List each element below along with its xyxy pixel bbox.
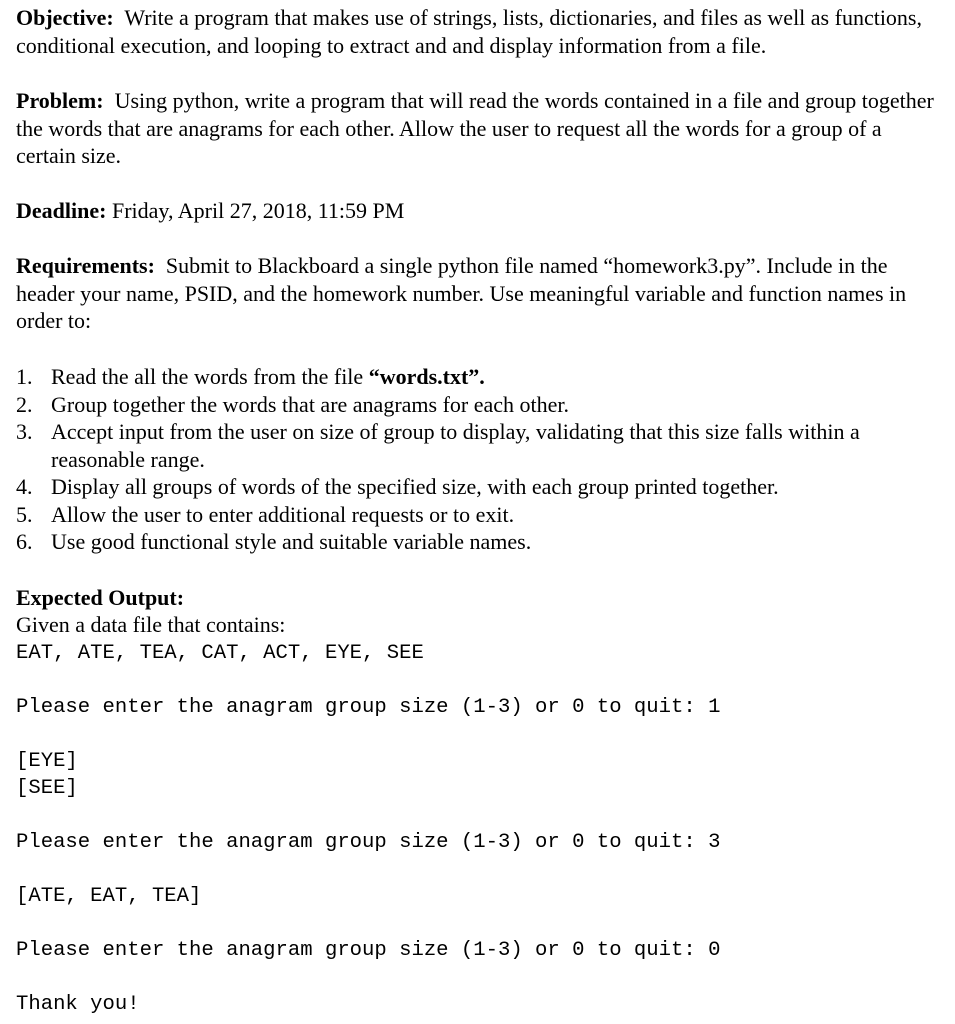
- problem-label: Problem:: [16, 88, 104, 113]
- requirements-label: Requirements:: [16, 253, 155, 278]
- list-item-text: Accept input from the user on size of group to display, validating that this size falls within a reasonable range.: [51, 419, 860, 472]
- list-number: 1.: [16, 364, 33, 389]
- list-item: [16, 418, 946, 473]
- list-number: 2.: [16, 391, 33, 417]
- list-number: 5.: [16, 501, 33, 527]
- list-item: [16, 391, 946, 419]
- objective-label: Objective:: [16, 5, 114, 30]
- prompt-line: Please enter the anagram group size (1-3) or 0 to quit: 1: [16, 696, 721, 719]
- list-number: 3.: [16, 419, 33, 444]
- list-item-text: Use good functional style and suitable variable names.: [51, 529, 532, 554]
- filename-bold: “words.txt”.: [368, 364, 485, 389]
- prompt-line: Please enter the anagram group size (1-3) or 0 to quit: 0: [16, 939, 721, 962]
- requirements-text: Submit to Blackboard a single python file named “homework3.py”. Include in the header your name, PSID, and the homework number. Use meaningful variable and function names in order to:: [16, 253, 907, 333]
- output-line: [ATE, EAT, TEA]: [16, 885, 202, 908]
- deadline-paragraph: [16, 197, 946, 225]
- list-item-text: Read the all the words from the file: [51, 364, 369, 389]
- deadline-text: Friday, April 27, 2018, 11:59 PM: [111, 198, 405, 223]
- list-item: [16, 473, 946, 501]
- expected-output-intro: Given a data file that contains:: [16, 612, 286, 637]
- objective-paragraph: [16, 4, 946, 59]
- expected-output-label: Expected Output:: [16, 585, 185, 610]
- output-line: [EYE]: [16, 750, 78, 773]
- list-item: [16, 363, 946, 391]
- list-number: 4.: [16, 474, 33, 499]
- prompt-line: Please enter the anagram group size (1-3) or 0 to quit: 3: [16, 831, 721, 854]
- goodbye-line: Thank you!: [16, 993, 140, 1016]
- list-item-text: Allow the user to enter additional requests or to exit.: [51, 501, 515, 527]
- requirements-list: [16, 363, 946, 556]
- list-item-text: Group together the words that are anagrams for each other.: [51, 391, 570, 417]
- list-item: [16, 501, 946, 529]
- objective-text: Write a program that makes use of strings, lists, dictionaries, and files as well as functions, conditional execution, and looping to extract and and display information from a file.: [16, 5, 922, 58]
- list-item-text: Display all groups of words of the specified size, with each group printed together.: [51, 474, 779, 499]
- problem-paragraph: [16, 87, 946, 170]
- sample-data-line: EAT, ATE, TEA, CAT, ACT, EYE, SEE: [16, 642, 424, 665]
- deadline-label: Deadline:: [16, 198, 107, 223]
- expected-output-heading: [16, 584, 946, 612]
- list-number: 6.: [16, 529, 33, 554]
- requirements-paragraph: [16, 252, 946, 335]
- output-line: [SEE]: [16, 777, 78, 800]
- list-item: [16, 528, 946, 556]
- problem-text: Using python, write a program that will read the words contained in a file and group together the words that are anagrams for each other. Allow the user to request all the words for a group of a certain size.: [16, 88, 934, 168]
